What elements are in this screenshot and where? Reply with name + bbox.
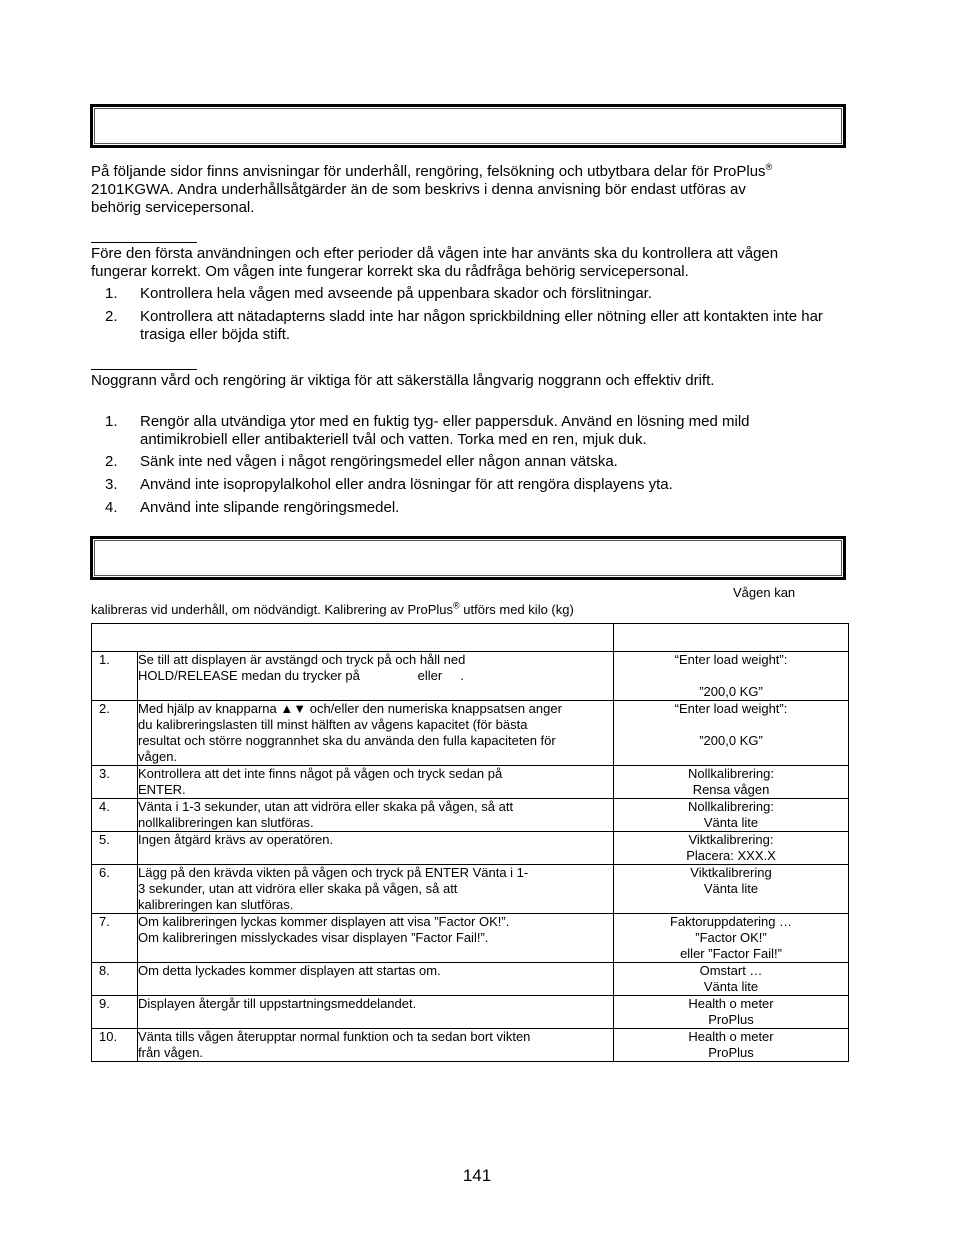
row-number: 9.: [92, 996, 138, 1029]
row-number: 1.: [92, 652, 138, 701]
row-step: Se till att displayen är avstängd och tryck på och håll ned HOLD/RELEASE medan du trycker på eller .: [138, 652, 614, 701]
row-step: Lägg på den krävda vikten på vågen och tryck på ENTER Vänta i 1- 3 sekunder, utan att vidröra eller skaka på vågen, så att kalibreringen kan slutföras.: [138, 865, 614, 914]
row-display: Nollkalibrering: Rensa vågen: [614, 766, 849, 799]
row-step: Vänta tills vågen återupptar normal funktion och ta sedan bort vikten från vågen.: [138, 1029, 614, 1062]
row-step: Displayen återgår till uppstartningsmeddelandet.: [138, 996, 614, 1029]
row-display: Omstart … Vänta lite: [614, 963, 849, 996]
row-step: Kontrollera att det inte finns något på vågen och tryck sedan på ENTER.: [138, 766, 614, 799]
table-row: [92, 963, 849, 996]
row-step: Med hjälp av knapparna ▲▼ och/eller den numeriska knappsatsen anger du kalibreringslasten till minst hälften av vågens kapacitet (för bästa resultat och större noggrannhet ska du använda den fulla kapaciteten för vågen.: [138, 701, 614, 766]
row-number: 10.: [92, 1029, 138, 1062]
calibration-intro-line: kalibreras vid underhåll, om nödvändigt. Kalibrering av ProPlus® utförs med kilo (kg): [91, 600, 574, 617]
header-cell-step: [92, 624, 614, 652]
subheading-underline-inspection: [91, 242, 197, 243]
row-number: 4.: [92, 799, 138, 832]
intro-paragraph: På följande sidor finns anvisningar för underhåll, rengöring, felsökning och utbytbara delar för ProPlus® 2101KGWA. Andra underhållsåtgärder än de som beskrivs i denna anvisning bör endast utföras av behörig servicepersonal.: [91, 162, 773, 216]
row-number: 3.: [92, 766, 138, 799]
table-row: [92, 914, 849, 963]
row-display: “Enter load weight”: ”200,0 KG”: [614, 652, 849, 701]
table-row: [92, 1029, 849, 1062]
row-step: Ingen åtgärd krävs av operatören.: [138, 832, 614, 865]
row-display: Faktoruppdatering … ”Factor OK!” eller ”Factor Fail!”: [614, 914, 849, 963]
section-heading-box-calibration: [90, 536, 846, 580]
row-display: “Enter load weight”: ”200,0 KG”: [614, 701, 849, 766]
row-number: 2.: [92, 701, 138, 766]
row-display: Health o meter ProPlus: [614, 996, 849, 1029]
calibration-table: [91, 623, 849, 1062]
table-row: [92, 832, 849, 865]
table-row: [92, 701, 849, 766]
row-display: Nollkalibrering: Vänta lite: [614, 799, 849, 832]
page-number: 141: [462, 1166, 492, 1185]
header-cell-display: [614, 624, 849, 652]
row-number: 6.: [92, 865, 138, 914]
section-heading-box-maintenance: [90, 104, 846, 148]
row-number: 8.: [92, 963, 138, 996]
row-display: Viktkalibrering: Placera: XXX.X: [614, 832, 849, 865]
calibration-intro-fragment: Vågen kan: [733, 585, 796, 600]
subheading-underline-cleaning: [91, 369, 197, 370]
row-step: Om detta lyckades kommer displayen att startas om.: [138, 963, 614, 996]
table-header-row: [92, 624, 849, 652]
row-number: 7.: [92, 914, 138, 963]
inspection-paragraph: Före den första användningen och efter perioder då vågen inte har använts ska du kontrollera att vågen fungerar korrekt. Om vågen inte fungerar korrekt ska du rådfråga behörig servicepersonal.: [91, 245, 779, 280]
row-step: Vänta i 1-3 sekunder, utan att vidröra eller skaka på vågen, så att nollkalibreringen kan slutföras.: [138, 799, 614, 832]
table-row: [92, 652, 849, 701]
row-step: Om kalibreringen lyckas kommer displayen att visa ”Factor OK!”. Om kalibreringen misslyckades visar displayen ”Factor Fail!”.: [138, 914, 614, 963]
table-row: [92, 766, 849, 799]
row-display: Health o meter ProPlus: [614, 1029, 849, 1062]
table-row: [92, 996, 849, 1029]
cleaning-paragraph: Noggrann vård och rengöring är viktiga för att säkerställa långvarig noggrann och effektiv drift.: [91, 372, 715, 389]
row-display: Viktkalibrering Vänta lite: [614, 865, 849, 914]
table-row: [92, 799, 849, 832]
table-row: [92, 865, 849, 914]
row-number: 5.: [92, 832, 138, 865]
